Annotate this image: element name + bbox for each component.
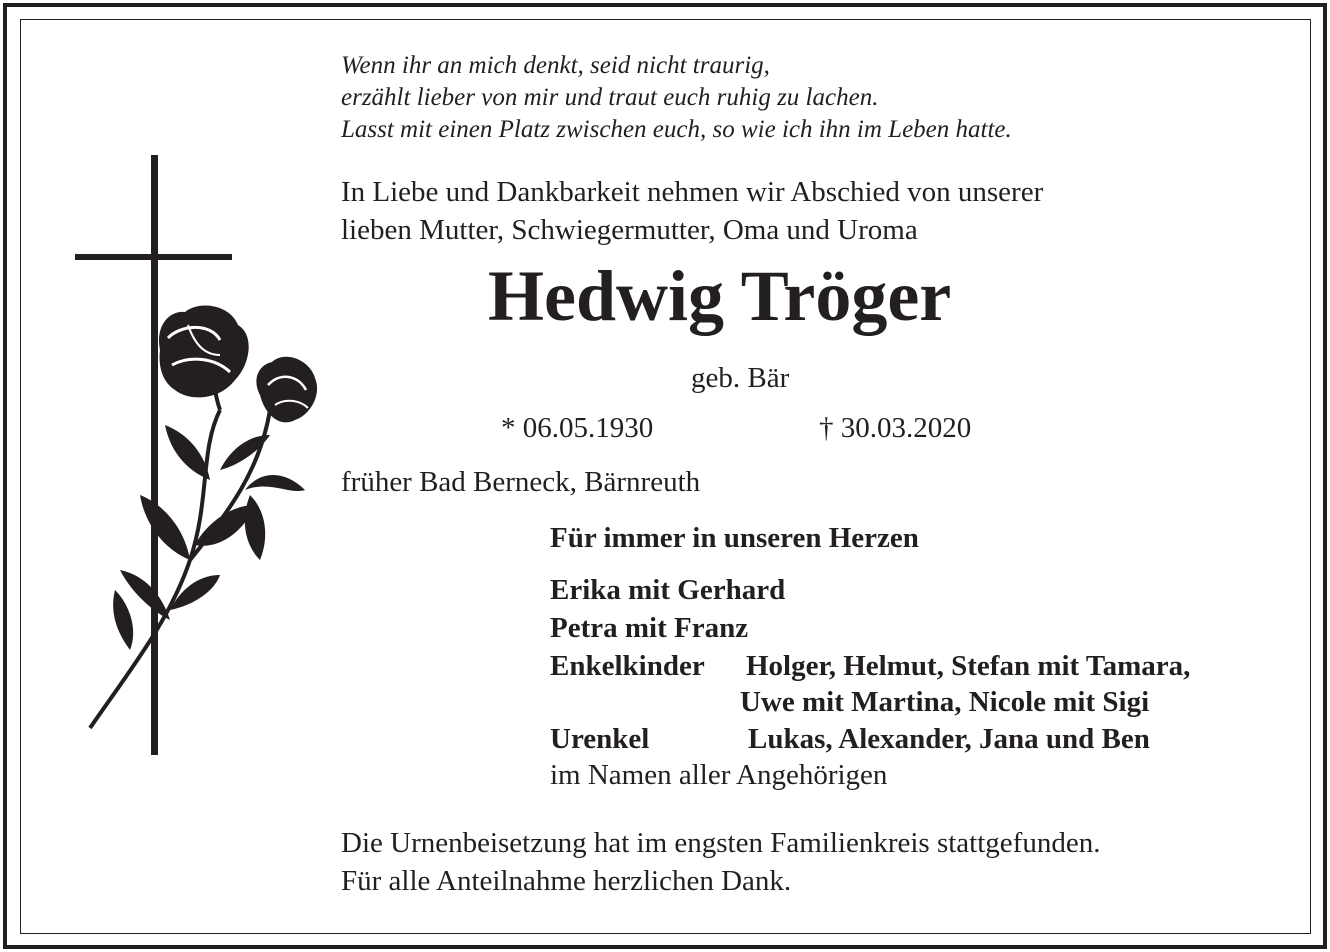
child-2: Petra mit Franz (550, 612, 749, 644)
quote-line-3: Lasst mit einen Platz zwischen euch, so wie ich ihn im Leben hatte. (341, 116, 1012, 143)
intro-line-2: lieben Mutter, Schwiegermutter, Oma und Uroma (341, 214, 918, 246)
quote-line-2: erzählt lieber von mir und traut euch ruhig zu lachen. (341, 84, 879, 111)
child-1: Erika mit Gerhard (550, 574, 786, 606)
maiden-name: geb. Bär (691, 362, 790, 394)
cross-with-roses-icon (70, 150, 335, 760)
footer-line-2: Für alle Anteilnahme herzlichen Dank. (341, 865, 792, 897)
footer-line-1: Die Urnenbeisetzung hat im engsten Familienkreis stattgefunden. (341, 827, 1101, 859)
residence: früher Bad Berneck, Bärnreuth (341, 466, 701, 498)
quote-line-1: Wenn ihr an mich denkt, seid nicht traurig, (341, 52, 770, 79)
great-grandchildren-label: Urenkel (550, 723, 650, 755)
grandchildren-label: Enkelkinder (550, 650, 705, 682)
death-date: † 30.03.2020 (819, 412, 972, 444)
grandchildren-line-2: Uwe mit Martina, Nicole mit Sigi (740, 686, 1150, 718)
motto: Für immer in unseren Herzen (550, 522, 919, 554)
closing-line: im Namen aller Angehörigen (550, 759, 888, 791)
intro-line-1: In Liebe und Dankbarkeit nehmen wir Abschied von unserer (341, 176, 1044, 208)
great-grandchildren-names: Lukas, Alexander, Jana und Ben (748, 723, 1150, 755)
deceased-name: Hedwig Tröger (488, 256, 952, 336)
grandchildren-line-1: Holger, Helmut, Stefan mit Tamara, (746, 650, 1191, 682)
birth-date: * 06.05.1930 (501, 412, 654, 444)
